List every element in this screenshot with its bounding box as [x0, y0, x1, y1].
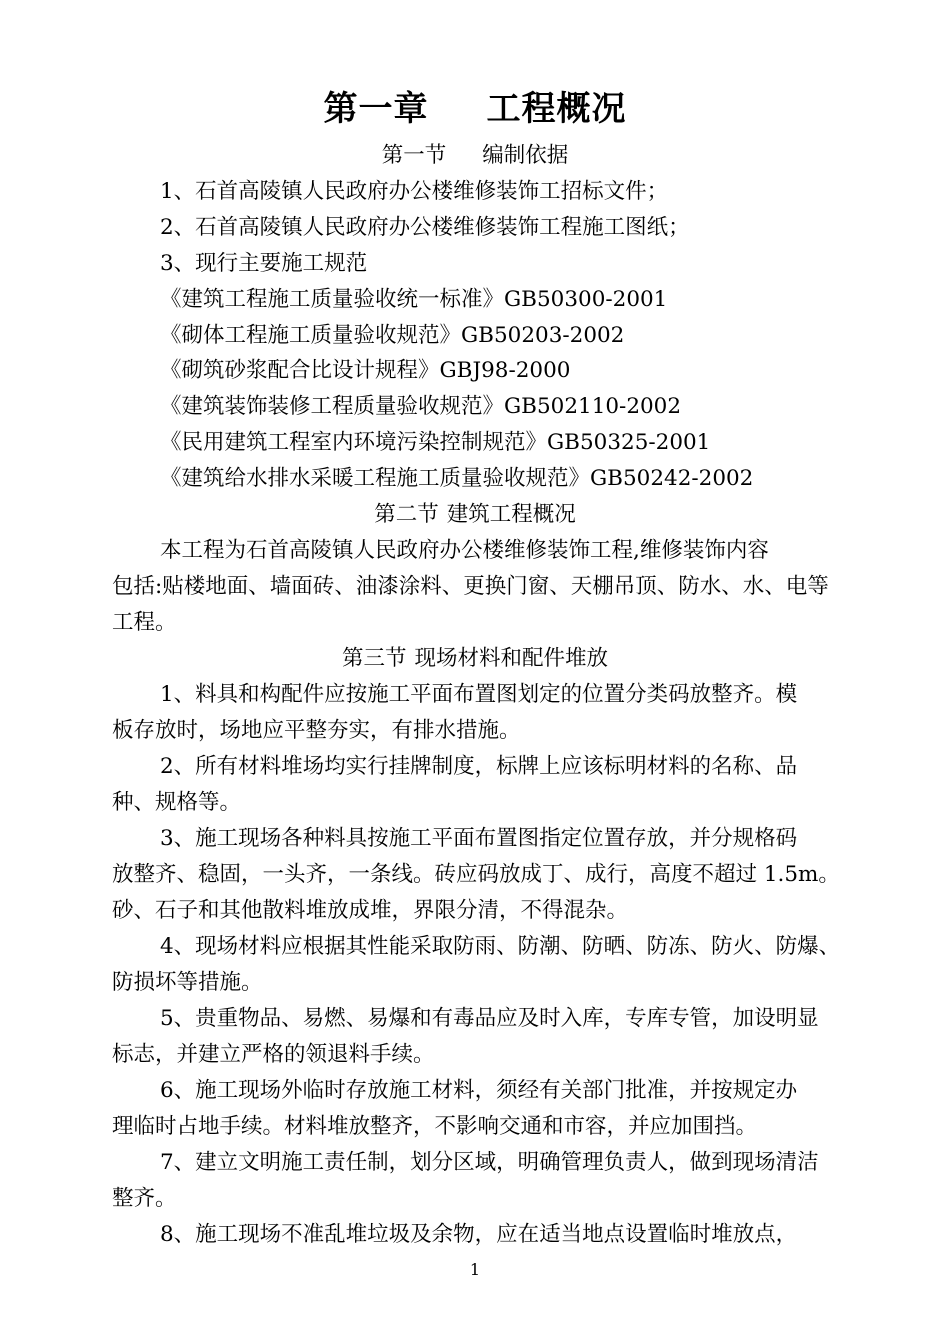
standard-4: 《建筑装饰装修工程质量验收规范》GB502110-2002: [160, 394, 682, 419]
section-title: 建筑工程概况: [446, 502, 576, 527]
section-title: 编制依据: [482, 143, 569, 168]
material-line-15: 整齐。: [112, 1186, 177, 1211]
standard-5: 《民用建筑工程室内环境污染控制规范》GB50325-2001: [160, 430, 711, 455]
material-line-6: 放整齐、稳固，一头齐，一条线。砖应码放成丁、成行，高度不超过 1.5m。: [112, 862, 840, 887]
page-number: 1: [469, 1260, 481, 1279]
section-heading-1: [0, 141, 950, 171]
section-number: 第一节: [381, 143, 447, 168]
standard-3: 《砌筑砂浆配合比设计规程》GBJ98-2000: [160, 358, 571, 383]
section-heading-2: [0, 500, 950, 530]
material-line-12: 6、施工现场外临时存放施工材料，须经有关部门批准，并按规定办: [160, 1078, 798, 1103]
material-line-2: 板存放时，场地应平整夯实，有排水措施。: [112, 718, 521, 743]
material-line-16: 8、施工现场不准乱堆垃圾及余物，应在适当地点设置临时堆放点，: [160, 1222, 798, 1247]
section-heading-3: [0, 644, 950, 674]
material-line-9: 防损坏等措施。: [112, 970, 263, 995]
material-line-4: 种、规格等。: [112, 790, 242, 815]
section-number: 第二节: [374, 502, 439, 527]
chapter-name: 工程概况: [486, 89, 627, 129]
overview-line-2: 包括:贴楼地面、墙面砖、油漆涂料、更换门窗、天棚吊顶、防水、水、电等: [112, 574, 829, 599]
material-line-7: 砂、石子和其他散料堆放成堆，界限分清，不得混杂。: [112, 898, 629, 923]
section-number: 第三节: [341, 646, 407, 671]
basis-item-3: 3、现行主要施工规范: [160, 251, 368, 276]
material-line-14: 7、建立文明施工责任制，划分区域，明确管理负责人，做到现场清洁: [160, 1150, 819, 1175]
material-line-11: 标志，并建立严格的领退料手续。: [112, 1042, 435, 1067]
standard-1: 《建筑工程施工质量验收统一标准》GB50300-2001: [160, 287, 668, 312]
standard-2: 《砌体工程施工质量验收规范》GB50203-2002: [160, 323, 625, 348]
overview-line-1: 本工程为石首高陵镇人民政府办公楼维修装饰工程,维修装饰内容: [160, 538, 769, 563]
standard-6: 《建筑给水排水采暖工程施工质量验收规范》GB50242-2002: [160, 466, 754, 491]
material-line-13: 理临时占地手续。材料堆放整齐，不影响交通和市容，并应加围挡。: [112, 1114, 758, 1139]
material-line-10: 5、贵重物品、易燃、易爆和有毒品应及时入库，专库专管，加设明显: [160, 1006, 819, 1031]
material-line-3: 2、所有材料堆场均实行挂牌制度，标牌上应该标明材料的名称、品: [160, 754, 798, 779]
overview-line-3: 工程。: [112, 610, 177, 635]
chapter-title: [0, 84, 950, 134]
basis-item-1: 1、石首高陵镇人民政府办公楼维修装饰工招标文件；: [160, 179, 669, 204]
basis-item-2: 2、石首高陵镇人民政府办公楼维修装饰工程施工图纸；: [160, 215, 690, 240]
material-line-1: 1、料具和构配件应按施工平面布置图划定的位置分类码放整齐。模: [160, 682, 798, 707]
material-line-8: 4、现场材料应根据其性能采取防雨、防潮、防晒、防冻、防火、防爆、: [160, 934, 841, 959]
section-title: 现场材料和配件堆放: [414, 646, 609, 671]
chapter-number: 第一章: [323, 89, 429, 129]
material-line-5: 3、施工现场各种料具按施工平面布置图指定位置存放，并分规格码: [160, 826, 798, 851]
